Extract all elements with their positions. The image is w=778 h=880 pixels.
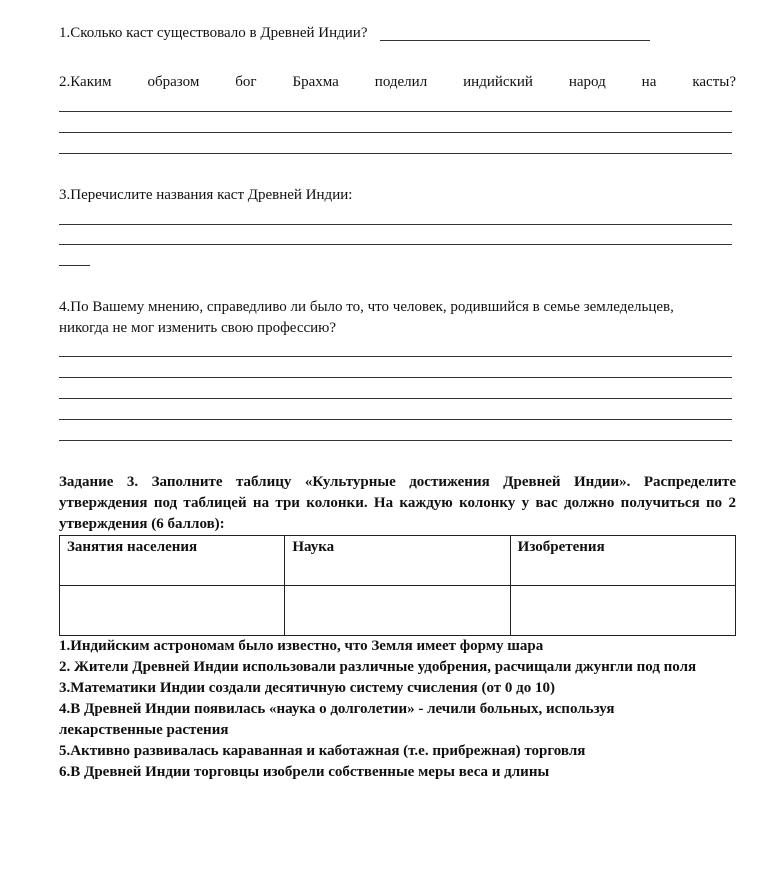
question-4-line2: никогда не мог изменить свою профессию? [59,320,337,336]
answer-line [59,377,732,378]
question-2: 2.Каким образом бог Брахма поделил индийский народ на касты? [59,74,736,90]
statement: 6.В Древней Индии торговцы изобрели собственные меры веса и длины [59,764,550,780]
answer-line [59,153,732,154]
question-1: 1.Сколько каст существовало в Древней Индии? [59,25,368,41]
statement: лекарственные растения [59,722,229,738]
answer-line [380,40,650,41]
answer-line [59,398,732,399]
statement: 3.Математики Индии создали десятичную систему счисления (от 0 до 10) [59,680,556,696]
task-line3: утверждения (6 баллов): [59,516,225,532]
statement: 1.Индийским астрономам было известно, что Земля имеет форму шара [59,638,544,654]
question-3: 3.Перечислите названия каст Древней Индии: [59,187,353,203]
cell-science[interactable] [285,586,510,636]
answer-line [59,265,90,266]
task-line1: Задание 3. Заполните таблицу «Культурные достижения Древней Индии». Распределите [59,474,736,490]
achievements-table [59,535,736,636]
answer-line [59,244,732,245]
answer-line [59,440,732,441]
statement: 4.В Древней Индии появилась «наука о долголетии» - лечили больных, используя [59,701,615,717]
header-science: Наука [285,536,510,586]
header-inventions: Изобретения [510,536,735,586]
statement: 2. Жители Древней Индии использовали различные удобрения, расчищали джунгли под поля [59,659,697,675]
answer-line [59,224,732,225]
task-line2: утверждения под таблицей на три колонки. На каждую колонку у вас должно получиться по 2 [59,495,736,511]
cell-occupations[interactable] [60,586,285,636]
answer-line [59,111,732,112]
cell-inventions[interactable] [510,586,735,636]
answer-line [59,356,732,357]
answer-line [59,132,732,133]
answer-line [59,419,732,420]
question-4-line1: 4.По Вашему мнению, справедливо ли было то, что человек, родившийся в семье земледельцев, [59,299,674,315]
statement: 5.Активно развивалась караванная и каботажная (т.е. прибрежная) торговля [59,743,586,759]
header-occupations: Занятия населения [60,536,285,586]
